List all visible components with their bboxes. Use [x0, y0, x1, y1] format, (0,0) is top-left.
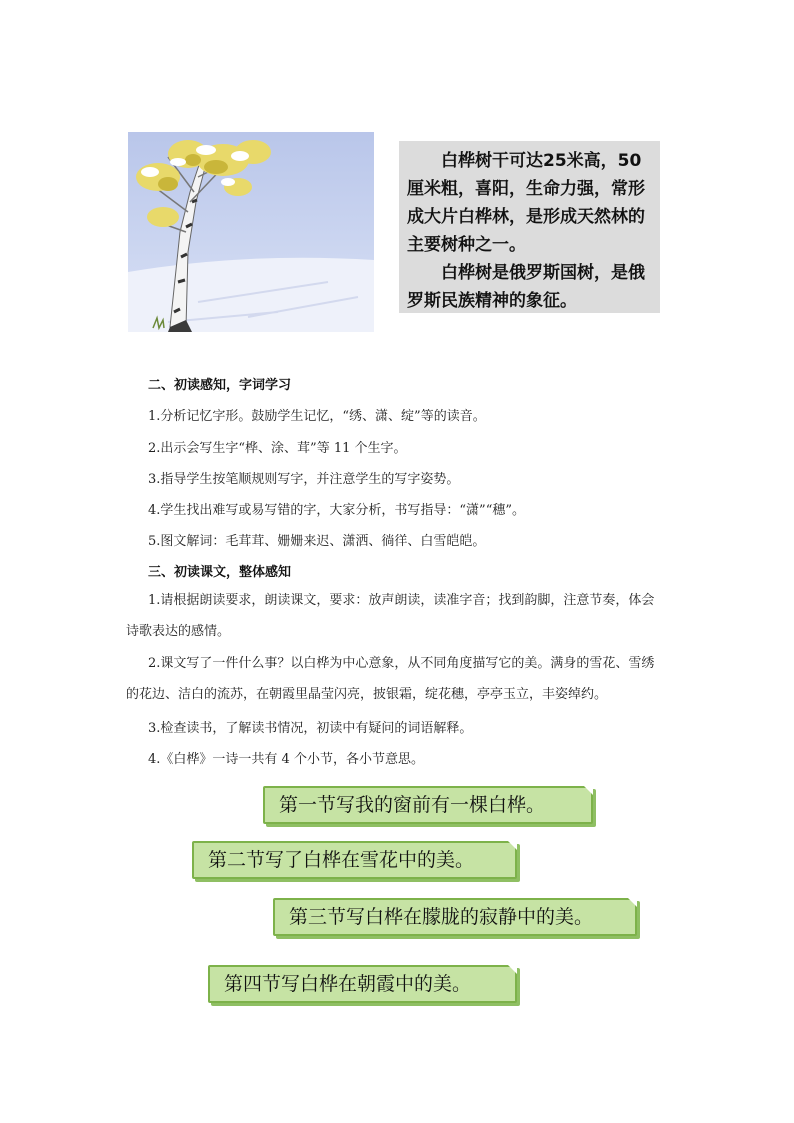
- stanza-banner-4: 第四节写白桦在朝霞中的美。: [208, 965, 517, 1003]
- section2-item-3: 3.指导学生按笔顺规则写字，并注意学生的写字姿势。: [148, 472, 460, 487]
- section2-heading: 二、初读感知，字词学习: [148, 378, 292, 393]
- info-paragraph-2: 白桦树是俄罗斯国树，是俄罗斯民族精神的象征。: [407, 263, 645, 311]
- birch-tree-illustration: [128, 132, 374, 332]
- section3-item-4: 4.《白桦》一诗一共有 4 个小节，各小节意思。: [148, 752, 424, 767]
- birch-tree-icon: [128, 132, 374, 332]
- stanza-banner-2: 第二节写了白桦在雪花中的美。: [192, 841, 517, 879]
- stanza-banner-3: 第三节写白桦在朦胧的寂静中的美。: [273, 898, 637, 936]
- section2-item-5: 5.图文解词：毛茸茸、姗姗来迟、潇洒、徜徉、白雪皑皑。: [148, 534, 486, 549]
- section2-item-4: 4.学生找出难写或易写错的字，大家分析，书写指导：“潇”“穗”。: [148, 503, 525, 518]
- birch-info-box: [399, 141, 660, 313]
- section3-item-2: 2.课文写了一件什么事？以白桦为中心意象，从不同角度描写它的美。满身的雪花、雪绣的花边、洁白的流苏，在朝霞里晶莹闪亮，披银霜，绽花穗，亭亭玉立，丰姿绰约。: [126, 656, 655, 702]
- section2-item-1: 1.分析记忆字形。鼓励学生记忆，“绣、潇、绽”等的读音。: [148, 409, 486, 424]
- stanza-banner-1: 第一节写我的窗前有一棵白桦。: [263, 786, 593, 824]
- section3-heading: 三、初读课文，整体感知: [148, 565, 292, 580]
- section3-item-3: 3.检查读书，了解读书情况，初读中有疑问的词语解释。: [148, 721, 473, 736]
- section3-item-1: 1.请根据朗读要求，朗读课文，要求：放声朗读，读准字音；找到韵脚，注意节奏，体会诗歌表达的感情。: [126, 593, 655, 639]
- section2-item-2: 2.出示会写生字“桦、涂、茸”等 11 个生字。: [148, 441, 407, 456]
- info-paragraph-1: 白桦树干可达25米高，50厘米粗，喜阳，生命力强，常形成大片白桦林，是形成天然林的主要树种之一。: [407, 151, 645, 255]
